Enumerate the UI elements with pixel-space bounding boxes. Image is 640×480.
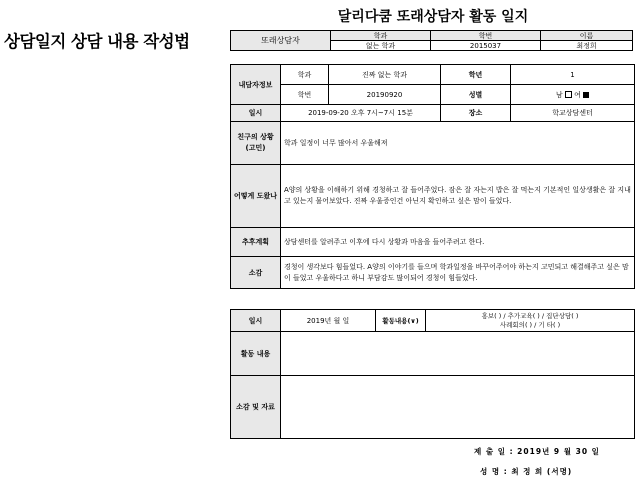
client-dept-label: 학과: [281, 65, 329, 85]
client-grade-value: 1: [511, 65, 635, 85]
client-id-label: 학번: [281, 85, 329, 105]
gender-female-label: 여: [574, 90, 581, 99]
submit-date: 제 출 일 : 2019년 9 월 30 일: [474, 447, 600, 456]
client-info-label: 내담자정보: [231, 65, 281, 105]
checkbox-empty-icon: [565, 91, 572, 98]
plan-text: 상담센터를 알려주고 이후에 다시 상황과 마음을 들어주려고 한다.: [281, 228, 635, 257]
counselor-dept: 없는 학과: [331, 41, 431, 51]
feeling-text: 경청이 생각보다 힘들었다. A양의 이야기를 들으며 학과일정을 바꾸어주어야 하는지 고민되고 해결해주고 싶은 맘이 들었고 우울하다고 하니 부담감도 많이되어 경청이 힘들었다.: [281, 257, 635, 289]
signature-line: 성 명 : 최 정 희 (서명): [480, 467, 573, 476]
activity-table: [230, 309, 635, 439]
help-label: 어떻게 도왔나: [231, 165, 281, 228]
concern-label: 친구의 상황(고민): [231, 122, 281, 165]
checkbox-filled-icon: [583, 92, 589, 98]
record-table: [230, 64, 635, 289]
client-id-value: 20190920: [329, 85, 441, 105]
activity-type-options: [426, 310, 635, 332]
help-text: A양의 상황을 이해하기 위해 경청하고 잘 들어주었다. 잠은 잘 자는지 밥은 잘 먹는지 기본적인 일상생활은 잘 지내고 있는지 물어보았다. 진짜 우울증인건 아닌지 확인하고 싶은 맘이 들었다.: [281, 165, 635, 228]
concern-text: 학과 일정이 너무 많아서 우울해져: [281, 122, 635, 165]
place-value: 학교상담센터: [511, 105, 635, 122]
counselor-table: [230, 30, 633, 51]
activity-date-value: 2019년 월 일: [281, 310, 376, 332]
activity-feeling-label: 소감 및 자료: [231, 376, 281, 439]
activity-type-label: 활동내용(∨): [376, 310, 426, 332]
datetime-label: 일시: [231, 105, 281, 122]
activity-date-label: 일시: [231, 310, 281, 332]
activity-type-line1: 홍보( ) / 추가교육( ) / 집단상담( ): [481, 311, 579, 320]
activity-content-label: 활동 내용: [231, 332, 281, 376]
side-title: 상담일지 상담 내용 작성법: [4, 32, 190, 51]
plan-label: 추후계획: [231, 228, 281, 257]
client-dept-value: 진짜 없는 학과: [329, 65, 441, 85]
counselor-label: 또래상담자: [231, 31, 331, 51]
datetime-value: 2019-09-20 오후 7시~7시 15분: [281, 105, 441, 122]
place-label: 장소: [441, 105, 511, 122]
counselor-id: 2015037: [431, 41, 541, 51]
client-gender-value: [511, 85, 635, 105]
header-id: 학번: [431, 31, 541, 41]
gender-male-label: 남: [555, 90, 563, 99]
activity-feeling-value: [281, 376, 635, 439]
document-title: 달리다쿰 또래상담자 활동 일지: [337, 9, 529, 25]
counselor-name: 최정희: [541, 41, 633, 51]
client-grade-label: 학년: [441, 65, 511, 85]
activity-content-value: [281, 332, 635, 376]
client-gender-label: 성별: [441, 85, 511, 105]
header-name: 이름: [541, 31, 633, 41]
header-dept: 학과: [331, 31, 431, 41]
activity-type-line2: 사례회의( ) / 기 타( ): [499, 320, 561, 329]
feeling-label: 소감: [231, 257, 281, 289]
